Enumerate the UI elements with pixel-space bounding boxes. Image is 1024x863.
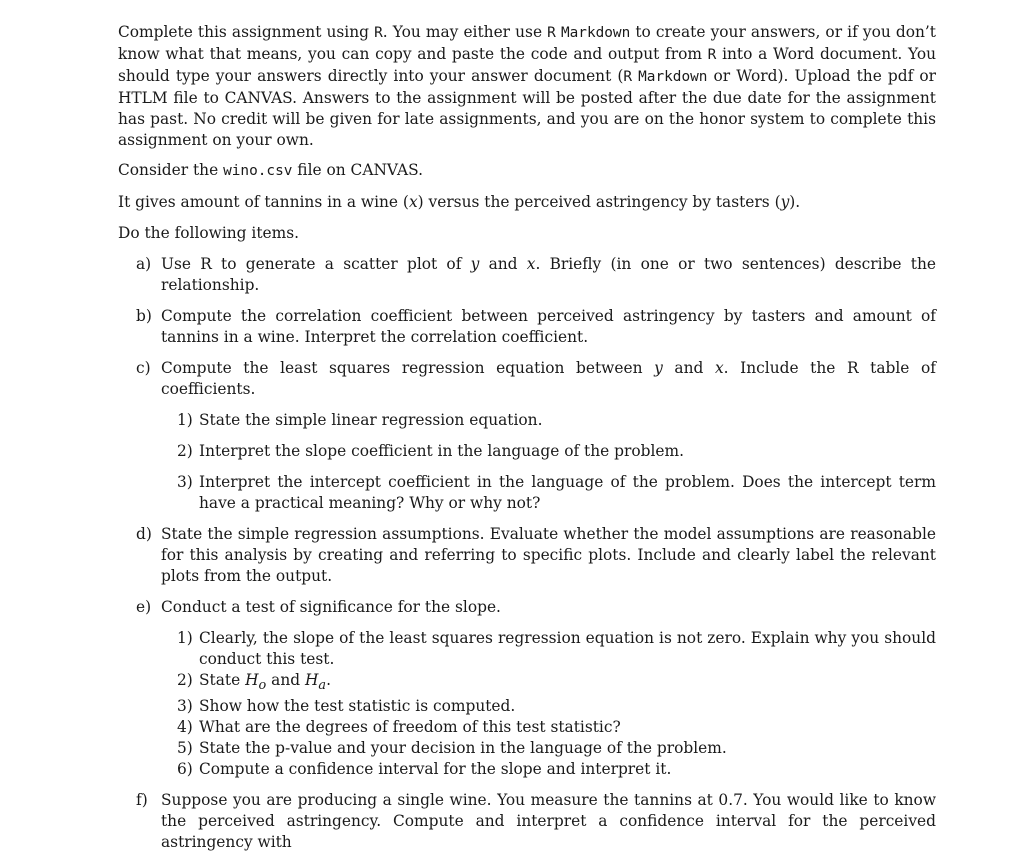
subitem-c3: 3) Interpret the intercept coefficient in the language of the problem. Does the intercept term have a practical meaning? Why or why not? xyxy=(177,473,936,512)
item-c-subitems xyxy=(161,410,936,514)
intro-paragraph: Complete this assignment using R. You may either use R Markdown to create your answers, or if you don’t know what that means, you can copy and paste the code and output from R into a Word document. You should type your answers directly into your answer document (R Markdown or Word). Upload the pdf or HTLM file to CANVAS. Answers to the assignment will be posted after the due date for the assignment has past. No credit will be given for late assignments, and you are on the honor system to complete this assignment on your own. xyxy=(118,23,937,149)
assignment-document xyxy=(118,22,936,863)
item-e: e) Conduct a test of significance for the slope. 1) Clearly, the slope of the least squares regression equation is not zero. Explain why you should conduct this test. 2) State $H_o$ and $H_a$. 3) Show how the test statistic is computed. 4) What are the degrees of freedom of this test statistic? 5) State the p-value and your decision in the language of the problem. 6) Compute a confidence interval for the slope and interpret it. xyxy=(136,598,936,779)
item-label: c) xyxy=(136,359,151,377)
item-e-subitems xyxy=(161,628,936,780)
item-b: b) Compute the correlation coefficient between perceived astringency by tasters and amount of tannins in a wine. Interpret the correlation coefficient. xyxy=(136,307,936,346)
item-d: d) State the simple regression assumptions. Evaluate whether the model assumptions are reasonable for this analysis by creating and referring to specific plots. Include and clearly label the relevant plots from the output. xyxy=(136,525,936,585)
subitem-e2: 2) State $H_o$ and $H_a$. xyxy=(177,671,331,694)
subitem-e5: 5) State the p-value and your decision in the language of the problem. xyxy=(177,739,727,758)
item-list xyxy=(118,254,936,853)
consider-paragraph: Consider the wino.csv file on CANVAS. xyxy=(118,161,423,179)
subitem-c2: 2) Interpret the slope coefficient in the language of the problem. xyxy=(177,442,684,460)
item-label: f) xyxy=(136,791,148,810)
item-label: d) xyxy=(136,525,152,543)
item-label: a) xyxy=(136,255,152,273)
subitem-e1: 1) Clearly, the slope of the least squares regression equation is not zero. Explain why you should conduct this test. xyxy=(177,629,936,668)
item-label: b) xyxy=(136,307,152,325)
item-f: f) Suppose you are producing a single wine. You measure the tannins at 0.7. You would like to know the perceived astringency. Compute and interpret a confidence interval for the perceived astringency with xyxy=(136,791,936,852)
subitem-e4: 4) What are the degrees of freedom of this test statistic? xyxy=(177,718,621,737)
description-paragraph: It gives amount of tannins in a wine (x) versus the perceived astringency by tasters (y). xyxy=(118,193,801,211)
item-a: a) Use R to generate a scatter plot of y and x. Briefly (in one or two sentences) describe the relationship. xyxy=(136,255,936,294)
file-name: wino.csv xyxy=(223,163,293,179)
item-label: e) xyxy=(136,598,152,616)
instructions-heading: Do the following items. xyxy=(118,224,300,242)
subitem-e3: 3) Show how the test statistic is computed. xyxy=(177,697,516,716)
subitem-e6: 6) Compute a confidence interval for the slope and interpret it. xyxy=(177,760,672,779)
item-c: c) Compute the least squares regression equation between y and x. Include the R table of coefficients. 1) State the simple linear regression equation. 2) Interpret the slope coefficient in the language of the problem. 3) Interpret the intercept coefficient in the language of the problem. Does the intercept term have a practical meaning? Why or why not? xyxy=(136,359,936,512)
subitem-c1: 1) State the simple linear regression equation. xyxy=(177,411,543,429)
